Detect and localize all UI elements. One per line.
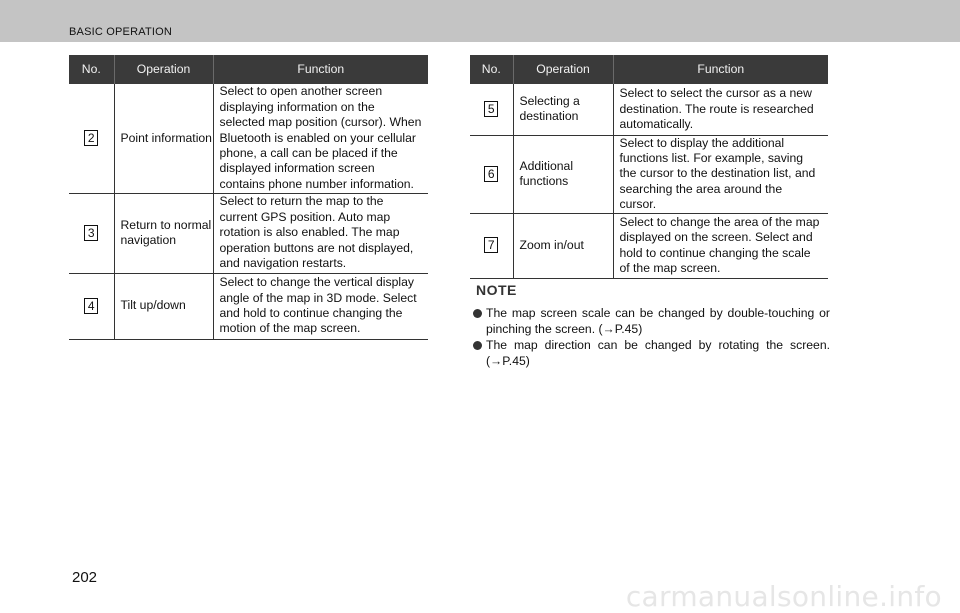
watermark: carmanualsonline.info xyxy=(625,580,942,613)
table-row xyxy=(470,213,828,278)
row-number-cell xyxy=(470,135,513,213)
row-number-cell xyxy=(470,213,513,278)
header-no: No. xyxy=(69,55,114,84)
row-number-badge: 7 xyxy=(484,237,498,253)
operation-cell: Return to normal navigation xyxy=(114,193,213,273)
note-item-text: The map screen scale can be changed by double-touching or pinching the screen. (→P.45) xyxy=(486,306,830,336)
function-cell: Select to display the additional functions list. For example, saving the cursor to the destination list, and searching the area around the cursor. xyxy=(613,135,828,213)
row-number-badge: 3 xyxy=(84,225,98,241)
note-heading: NOTE xyxy=(476,282,517,298)
row-number-cell xyxy=(470,84,513,135)
table-row xyxy=(69,84,428,193)
header-function: Function xyxy=(613,55,828,84)
function-cell: Select to select the cursor as a new destination. The route is researched automatically. xyxy=(613,84,828,135)
note-item xyxy=(472,306,830,337)
header-operation: Operation xyxy=(114,55,213,84)
row-number-badge: 6 xyxy=(484,166,498,182)
section-title: BASIC OPERATION xyxy=(69,26,173,38)
table-row xyxy=(470,84,828,135)
row-number-cell xyxy=(69,84,114,193)
operation-cell: Zoom in/out xyxy=(513,213,613,278)
function-cell: Select to return the map to the current GPS position. Auto map rotation is also enabled. The map operation buttons are not displayed, and navigation restarts. xyxy=(213,193,428,273)
operation-cell: Selecting a destination xyxy=(513,84,613,135)
function-cell: Select to change the area of the map displayed on the screen. Select and hold to continue changing the scale of the map screen. xyxy=(613,213,828,278)
operation-cell: Point information xyxy=(114,84,213,193)
table-header-row xyxy=(470,55,828,84)
operation-cell: Additional functions xyxy=(513,135,613,213)
function-cell: Select to open another screen displaying information on the selected map position (cursor). When Bluetooth is enabled on your cellular phone, a call can be placed if the displayed information screen contains phone number information. xyxy=(213,84,428,193)
bullet-icon xyxy=(473,309,482,318)
page-number: 202 xyxy=(72,569,98,586)
bullet-icon xyxy=(473,341,482,350)
function-cell: Select to change the vertical display angle of the map in 3D mode. Select and hold to continue changing the motion of the map screen. xyxy=(213,273,428,339)
header-operation: Operation xyxy=(513,55,613,84)
operations-table-right xyxy=(470,55,828,279)
table-row xyxy=(470,135,828,213)
row-number-badge: 2 xyxy=(84,130,98,146)
table-row xyxy=(69,273,428,339)
note-item-text: The map direction can be changed by rotating the screen. (→P.45) xyxy=(486,338,830,368)
operation-cell: Tilt up/down xyxy=(114,273,213,339)
row-number-cell xyxy=(69,193,114,273)
row-number-badge: 4 xyxy=(84,298,98,314)
table-header-row xyxy=(69,55,428,84)
operations-table-left xyxy=(69,55,428,340)
header-no: No. xyxy=(470,55,513,84)
note-box xyxy=(472,282,830,370)
row-number-cell xyxy=(69,273,114,339)
row-number-badge: 5 xyxy=(484,101,498,117)
header-function: Function xyxy=(213,55,428,84)
note-item xyxy=(472,338,830,369)
table-row xyxy=(69,193,428,273)
